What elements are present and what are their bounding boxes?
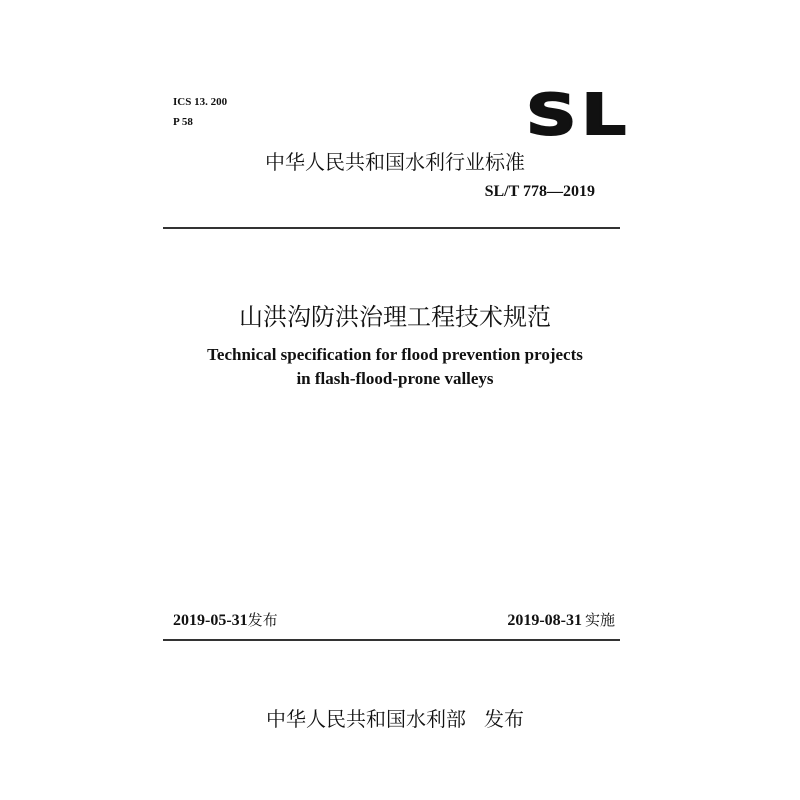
- title-english-line2: in flash-flood-prone valleys: [296, 369, 494, 388]
- title-english-line1: Technical specification for flood prevention projects: [207, 345, 583, 364]
- publisher-label: 发布: [484, 707, 524, 731]
- standard-category: 中华人民共和国水利行业标准: [265, 150, 525, 174]
- publisher-name: 中华人民共和国水利部: [266, 707, 466, 731]
- ics-number: ICS 13. 200: [173, 96, 228, 108]
- bottom-divider: [163, 639, 620, 641]
- title-chinese: 山洪沟防洪治理工程技术规范: [239, 303, 551, 331]
- classification-code: P 58: [173, 116, 193, 128]
- implement-label: 实施: [584, 611, 615, 629]
- implement-date-block: [507, 609, 615, 630]
- issue-label: 发布: [247, 611, 278, 629]
- top-divider: [163, 227, 620, 229]
- issue-date: 2019-05-31: [173, 612, 248, 629]
- issue-date-block: [173, 609, 278, 630]
- implement-date: 2019-08-31: [507, 612, 582, 629]
- standard-code: SL/T 778—2019: [484, 183, 595, 200]
- sl-logo: SL: [526, 83, 632, 148]
- publisher-block: [0, 703, 790, 732]
